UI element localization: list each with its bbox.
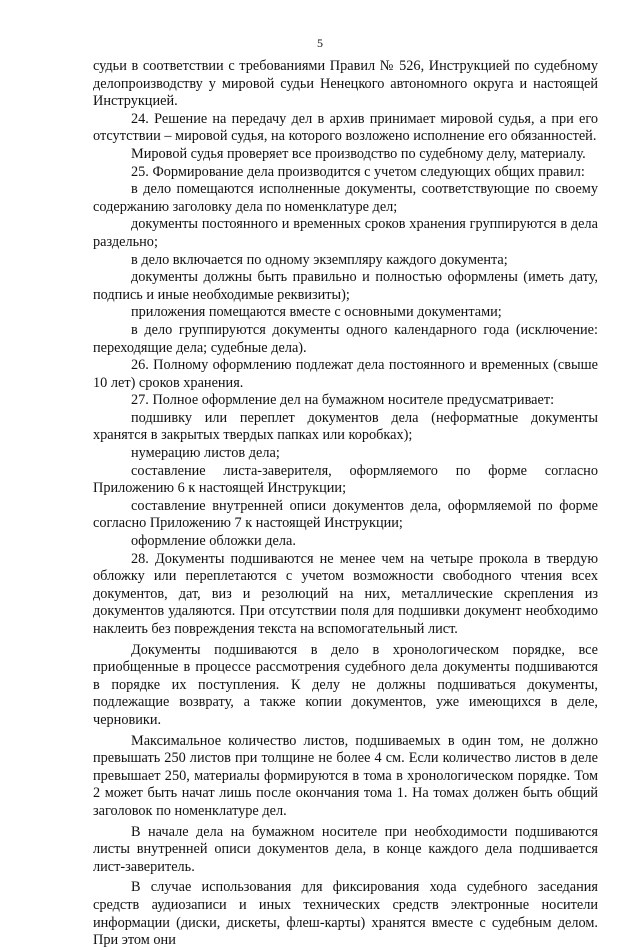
list-item: подшивку или переплет документов дела (неформатные документы хранятся в закрытых твердых папках или коробках);	[93, 409, 598, 444]
list-item: оформление обложки дела.	[131, 533, 296, 550]
paragraph-continuation: судьи в соответствии с требованиями Правил № 526, Инструкцией по судебному делопроизводству у мировой судьи Ненецкого автономного округа и настоящей Инструкцией.	[93, 58, 598, 110]
list-item: документы постоянного и временных сроков хранения группируются в дела раздельно;	[93, 216, 598, 250]
paragraph-audio-media: В случае использования для фиксирования хода судебного заседания средств аудиозаписи и иных технических средств электронные носители информации (диски, дискеты, флеш-карты) хранятся вместе с судебным делом. При этом они	[93, 879, 598, 949]
paragraph-inventory: В начале дела на бумажном носителе при необходимости подшиваются листы внутренней описи документов дела, в конце каждого дела подшивается лист-заверитель.	[93, 823, 598, 875]
paragraph-volume-limit: Максимальное количество листов, подшиваемых в один том, не должно превышать 250 листов при толщине не более 4 см. Если количество листов в деле превышает 250, материалы формируются в тома в хронологическом порядке. Том 2 может быть начат лишь после окончания тома 1. На томах должен быть общий заголовок по номенклатуре дел.	[93, 732, 598, 819]
paragraph-28: 28. Документы подшиваются не менее чем на четыре прокола в твердую обложку или переплетаются с учетом возможности свободного чтения всех документов, дат, виз и резолюций на них, металлические скрепления из документов удаляются. При отсутствии поля для подшивки документ необходимо наклеить без повреждения текста на вспомогательный лист.	[93, 550, 598, 637]
list-item: документы должны быть правильно и полностью оформлены (иметь дату, подпись и иные необходимые реквизиты);	[93, 269, 598, 303]
list-item: составление листа-заверителя, оформляемого по форме согласно Приложению 6 к настоящей Инструкции;	[93, 462, 598, 497]
document-body	[93, 58, 598, 950]
list-item: приложения помещаются вместе с основными документами;	[131, 304, 502, 321]
paragraph-chronology: Документы подшиваются в дело в хронологическом порядке, все приобщенные в процессе рассмотрения судебного дела документы подшиваются в порядке их поступления. К делу не должны подшиваться документы, подлежащие возврату, а также копии документов, уже имеющихся в деле, черновики.	[93, 641, 598, 728]
list-item: нумерацию листов дела;	[131, 445, 280, 462]
list-item: в дело группируются документы одного календарного года (исключение: переходящие дела; судебные дела).	[93, 321, 598, 356]
page-number: 5	[317, 36, 323, 50]
list-item: в дело помещаются исполненные документы, соответствующие по своему содержанию заголовку дела по номенклатуре дел;	[93, 181, 598, 215]
paragraph-27: 27. Полное оформление дел на бумажном носителе предусматривает:	[131, 392, 555, 409]
paragraph-check: Мировой судья проверяет все производство по судебному делу, материалу.	[131, 145, 586, 162]
list-item: составление внутренней описи документов дела, оформляемой по форме согласно Приложению 7 к настоящей Инструкции;	[93, 497, 598, 532]
list-item: в дело включается по одному экземпляру каждого документа;	[131, 251, 508, 268]
paragraph-26: 26. Полному оформлению подлежат дела постоянного и временных (свыше 10 лет) сроков хранения.	[93, 357, 598, 391]
paragraph-24: 24. Решение на передачу дел в архив принимает мировой судья, а при его отсутствии – мировой судья, на которого возложено исполнение его обязанностей.	[93, 110, 598, 145]
paragraph-25: 25. Формирование дела производится с учетом следующих общих правил:	[131, 163, 585, 180]
